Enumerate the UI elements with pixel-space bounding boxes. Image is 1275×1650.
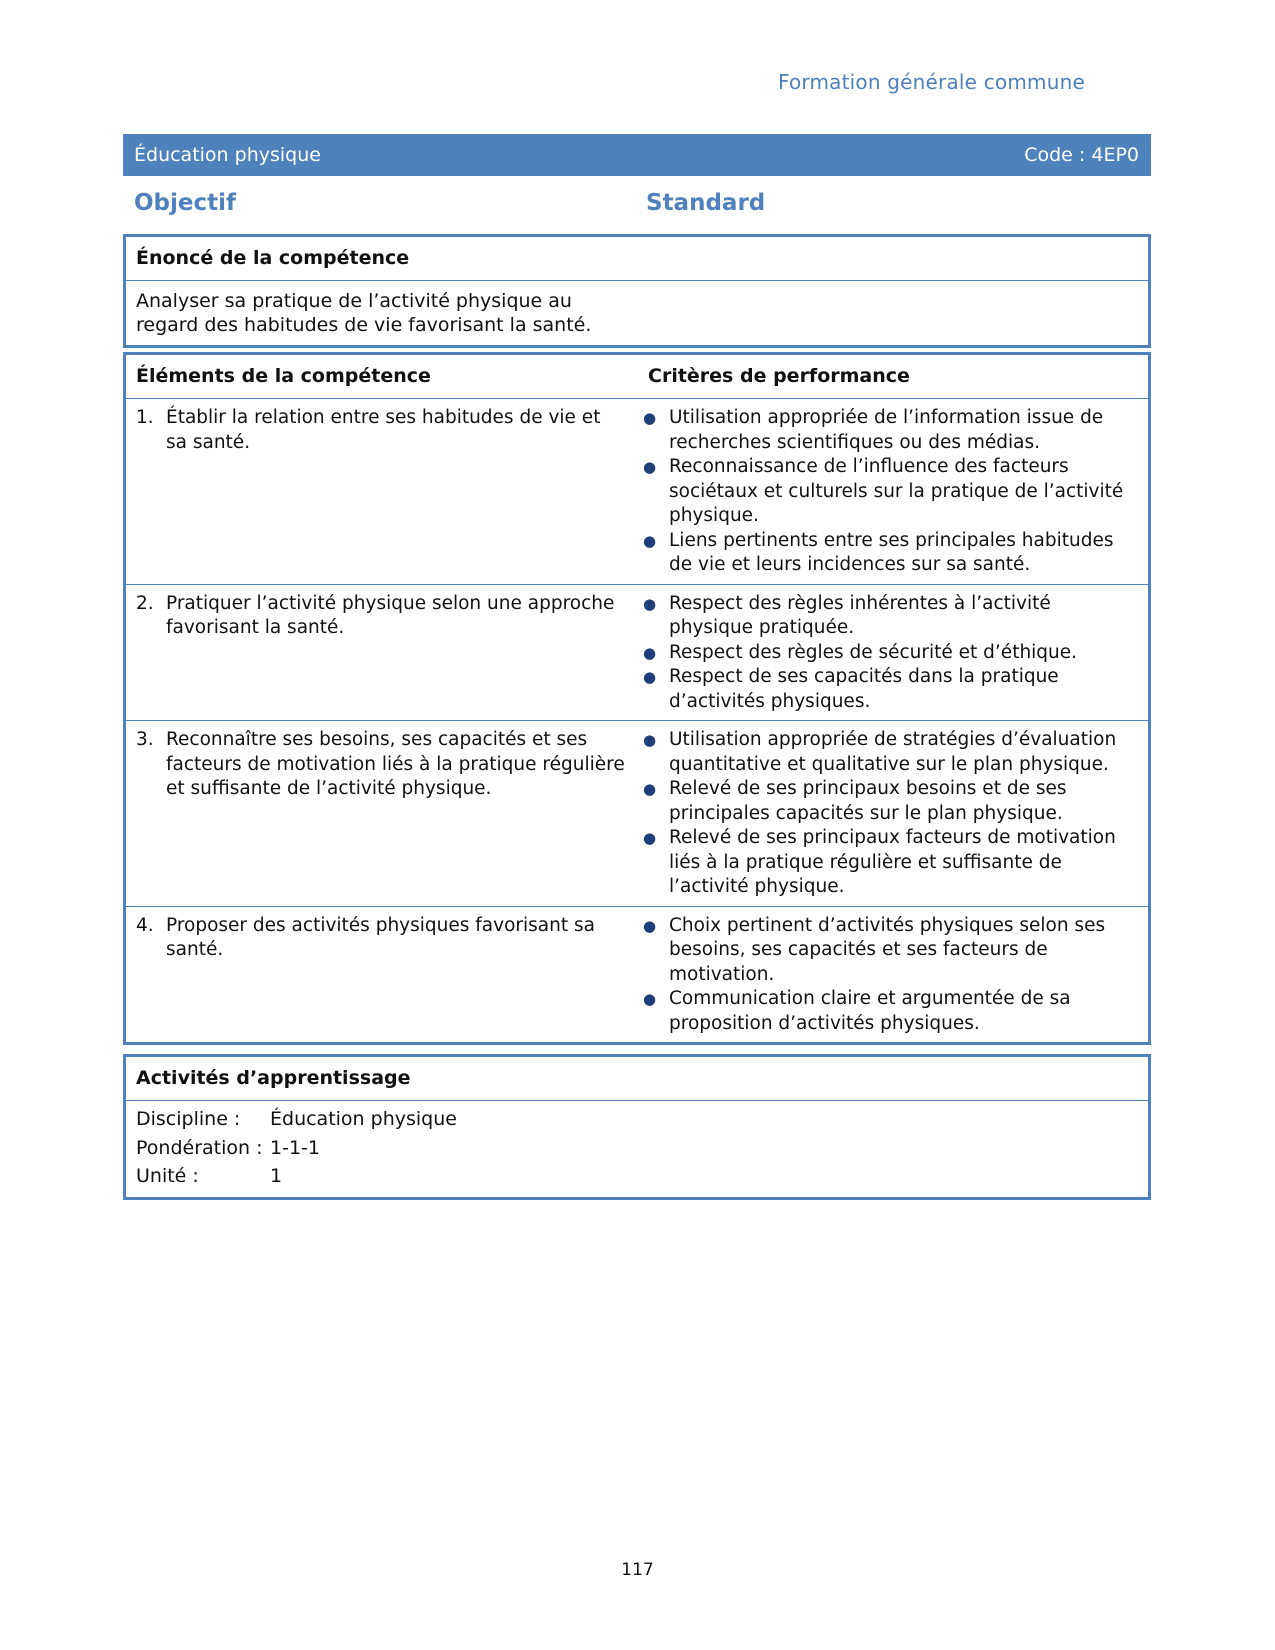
elements-header: Éléments de la compétence	[136, 365, 431, 387]
criterion-item	[638, 406, 1128, 455]
element-number: 3.	[136, 729, 154, 750]
ponderation-value: 1-1-1	[270, 1136, 320, 1159]
elements-table-header	[126, 355, 1148, 399]
criterion-item	[638, 455, 1128, 529]
enonce-header	[126, 237, 1148, 281]
criterion-text: Liens pertinents entre ses principales habitudes de vie et leurs incidences sur sa santé.	[669, 529, 1114, 575]
running-head: Formation générale commune	[777, 70, 1085, 94]
criterion-item	[638, 592, 1128, 641]
bullet-icon: ●	[643, 916, 657, 935]
table-row	[126, 399, 1148, 585]
element-cell	[126, 907, 638, 1043]
bullet-icon: ●	[643, 594, 657, 613]
bullet-icon: ●	[643, 829, 657, 847]
element-text: Reconnaître ses besoins, ses capacités et ses facteurs de motivation liés à la pratique régulière et suffisante de l’activité physique.	[166, 729, 625, 799]
unite-value: 1	[270, 1165, 283, 1187]
table-row	[126, 721, 1148, 907]
criteria-cell	[638, 721, 1148, 906]
criterion-text: Utilisation appropriée de l’information issue de recherches scientifiques ou des médias.	[669, 407, 1104, 453]
criterion-item	[638, 914, 1128, 988]
discipline-label: Discipline :	[136, 1108, 241, 1130]
activites-line	[136, 1162, 1138, 1191]
standard-title: Standard	[646, 190, 766, 216]
criteria-cell	[638, 907, 1148, 1043]
activites-box	[123, 1054, 1151, 1200]
criterion-item	[638, 529, 1128, 578]
criterion-text: Utilisation appropriée de stratégies d’évaluation quantitative et qualitative sur le plan physique.	[669, 729, 1117, 775]
bullet-icon: ●	[643, 780, 657, 798]
element-cell	[126, 721, 638, 906]
objectif-title: Objectif	[134, 190, 237, 216]
element-text: Pratiquer l’activité physique selon une approche favorisant la santé.	[166, 592, 615, 638]
table-row	[126, 907, 1148, 1043]
criterion-item	[638, 728, 1128, 777]
bullet-icon: ●	[643, 409, 657, 427]
column-titles	[123, 190, 1151, 216]
element-cell	[126, 399, 638, 584]
criterion-text: Relevé de ses principaux facteurs de motivation liés à la pratique régulière et suffisante de l’activité physique.	[669, 827, 1116, 897]
element-number: 2.	[136, 592, 154, 614]
criterion-item	[638, 777, 1128, 826]
bullet-icon: ●	[643, 643, 657, 662]
bullet-icon: ●	[643, 731, 657, 749]
criteria-header: Critères de performance	[648, 365, 910, 387]
course-code: Code : 4EP0	[1024, 144, 1139, 166]
element-text: Proposer des activités physiques favorisant sa santé.	[166, 914, 595, 960]
criterion-item	[638, 665, 1128, 714]
criteria-cell	[638, 399, 1148, 584]
table-row	[126, 585, 1148, 722]
element-number: 1.	[136, 407, 154, 428]
element-number: 4.	[136, 914, 154, 936]
bullet-icon: ●	[643, 531, 657, 550]
activites-header	[126, 1057, 1148, 1101]
criterion-text: Respect de ses capacités dans la pratique d’activités physiques.	[669, 666, 1059, 712]
activites-body	[126, 1101, 1148, 1197]
bullet-icon: ●	[643, 458, 657, 476]
course-banner	[123, 134, 1151, 176]
enonce-text: Analyser sa pratique de l’activité physique au regard des habitudes de vie favorisant la santé.	[136, 290, 592, 336]
criterion-item	[638, 641, 1128, 666]
course-title: Éducation physique	[134, 144, 321, 166]
criterion-text: Relevé de ses principaux besoins et de ses principales capacités sur le plan physique.	[669, 778, 1067, 824]
unite-label: Unité :	[136, 1165, 199, 1187]
activites-line	[136, 1105, 1138, 1134]
enonce-box	[123, 234, 1151, 348]
discipline-value: Éducation physique	[270, 1108, 457, 1130]
activites-line	[136, 1134, 1138, 1163]
element-cell	[126, 585, 638, 721]
ponderation-label: Pondération :	[136, 1136, 263, 1159]
criterion-text: Reconnaissance de l’influence des facteurs sociétaux et culturels sur la pratique de l’activité physique.	[669, 456, 1124, 526]
enonce-header-label: Énoncé de la compétence	[136, 247, 410, 269]
criterion-text: Respect des règles de sécurité et d’éthique.	[669, 641, 1078, 663]
bullet-icon: ●	[643, 990, 657, 1008]
activites-header-label: Activités d’apprentissage	[136, 1067, 411, 1089]
criterion-text: Respect des règles inhérentes à l’activité physique pratiquée.	[669, 592, 1051, 638]
criterion-text: Communication claire et argumentée de sa proposition d’activités physiques.	[669, 988, 1071, 1034]
criterion-text: Choix pertinent d’activités physiques selon ses besoins, ses capacités et ses facteurs de motivation.	[669, 914, 1106, 985]
criteria-cell	[638, 585, 1148, 721]
element-text: Établir la relation entre ses habitudes de vie et sa santé.	[166, 407, 601, 453]
criterion-item	[638, 987, 1128, 1036]
page-number: 117	[621, 1560, 654, 1580]
criterion-item	[638, 826, 1128, 900]
elements-table	[123, 352, 1151, 1045]
bullet-icon: ●	[643, 668, 657, 686]
